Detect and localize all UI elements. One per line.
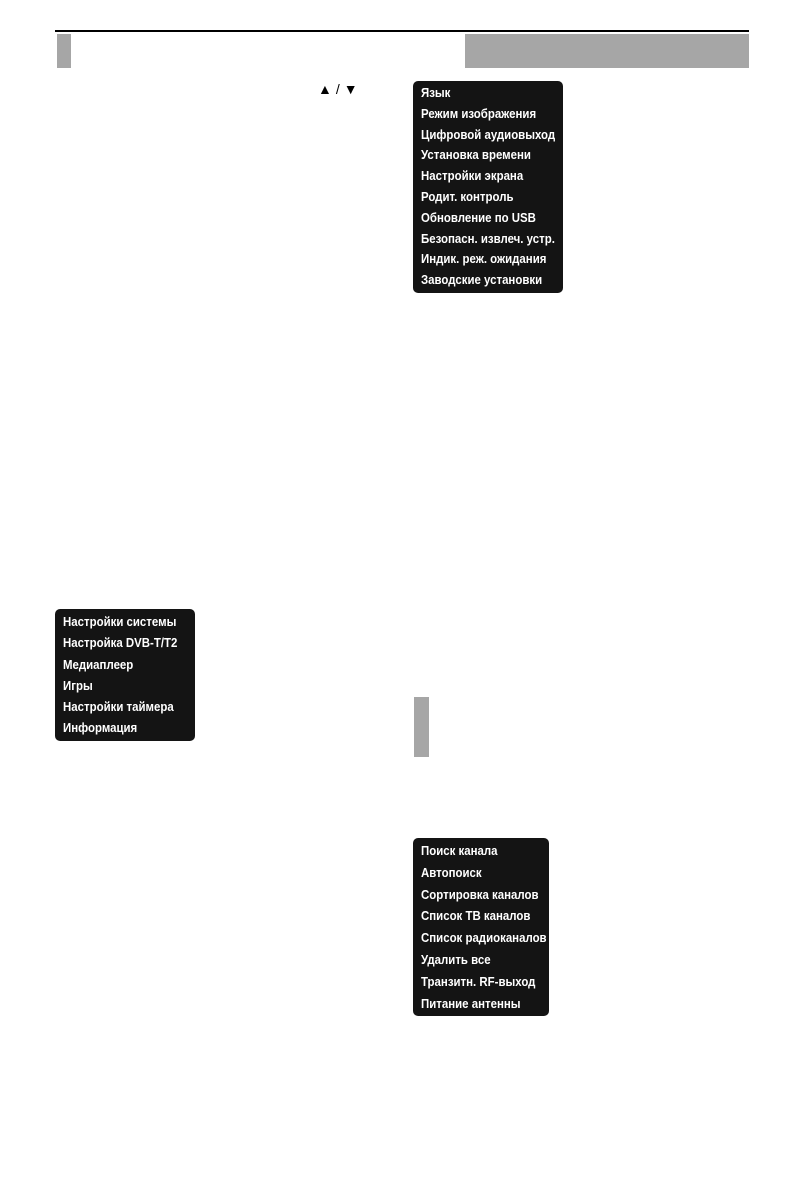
menu-item-auto-search[interactable]: Автопоиск <box>421 864 482 880</box>
menu-item-time-setup[interactable]: Установка времени <box>421 147 531 163</box>
section-marker-middle <box>414 697 429 757</box>
top-rule <box>55 30 749 32</box>
menu-item-rf-loop-through[interactable]: Транзитн. RF-выход <box>421 973 536 989</box>
arrow-separator: / <box>335 81 341 97</box>
menu-item-media-player[interactable]: Медиаплеер <box>63 656 134 672</box>
menu-item-standby-indicator[interactable]: Индик. реж. ожидания <box>421 251 547 267</box>
menu-item-screen-settings[interactable]: Настройки экрана <box>421 168 524 184</box>
menu-item-delete-all[interactable]: Удалить все <box>421 951 491 967</box>
menu-item-games[interactable]: Игры <box>63 677 93 693</box>
menu-item-dvb-setup[interactable]: Настройка DVB-T/T2 <box>63 635 178 651</box>
section-marker-left <box>57 34 71 68</box>
menu-item-antenna-power[interactable]: Питание антенны <box>421 995 521 1011</box>
menu-item-channel-sort[interactable]: Сортировка каналов <box>421 886 539 902</box>
menu-item-channel-search[interactable]: Поиск канала <box>421 843 498 858</box>
menu-item-radio-channel-list[interactable]: Список радиоканалов <box>421 930 547 946</box>
menu-item-digital-audio-out[interactable]: Цифровой аудиовыход <box>421 126 556 142</box>
settings-menu <box>413 81 563 293</box>
main-menu <box>55 609 195 741</box>
down-arrow-icon: ▼ <box>343 81 359 97</box>
menu-item-language[interactable]: Язык <box>421 85 451 100</box>
navigation-hint <box>318 80 359 98</box>
menu-item-picture-mode[interactable]: Режим изображения <box>421 105 537 121</box>
menu-item-timer-settings[interactable]: Настройки таймера <box>63 699 174 715</box>
menu-item-factory-reset[interactable]: Заводские установки <box>421 272 543 288</box>
menu-item-information[interactable]: Информация <box>63 720 138 736</box>
menu-item-system-settings[interactable]: Настройки системы <box>63 614 177 629</box>
menu-item-parental-control[interactable]: Родит. контроль <box>421 188 514 204</box>
channel-menu <box>413 838 549 1016</box>
section-header-bar <box>465 34 749 68</box>
menu-item-safe-remove[interactable]: Безопасн. извлеч. устр. <box>421 230 555 246</box>
menu-item-usb-update[interactable]: Обновление по USB <box>421 209 536 225</box>
up-arrow-icon: ▲ <box>318 81 333 97</box>
menu-item-tv-channel-list[interactable]: Список ТВ каналов <box>421 908 531 924</box>
